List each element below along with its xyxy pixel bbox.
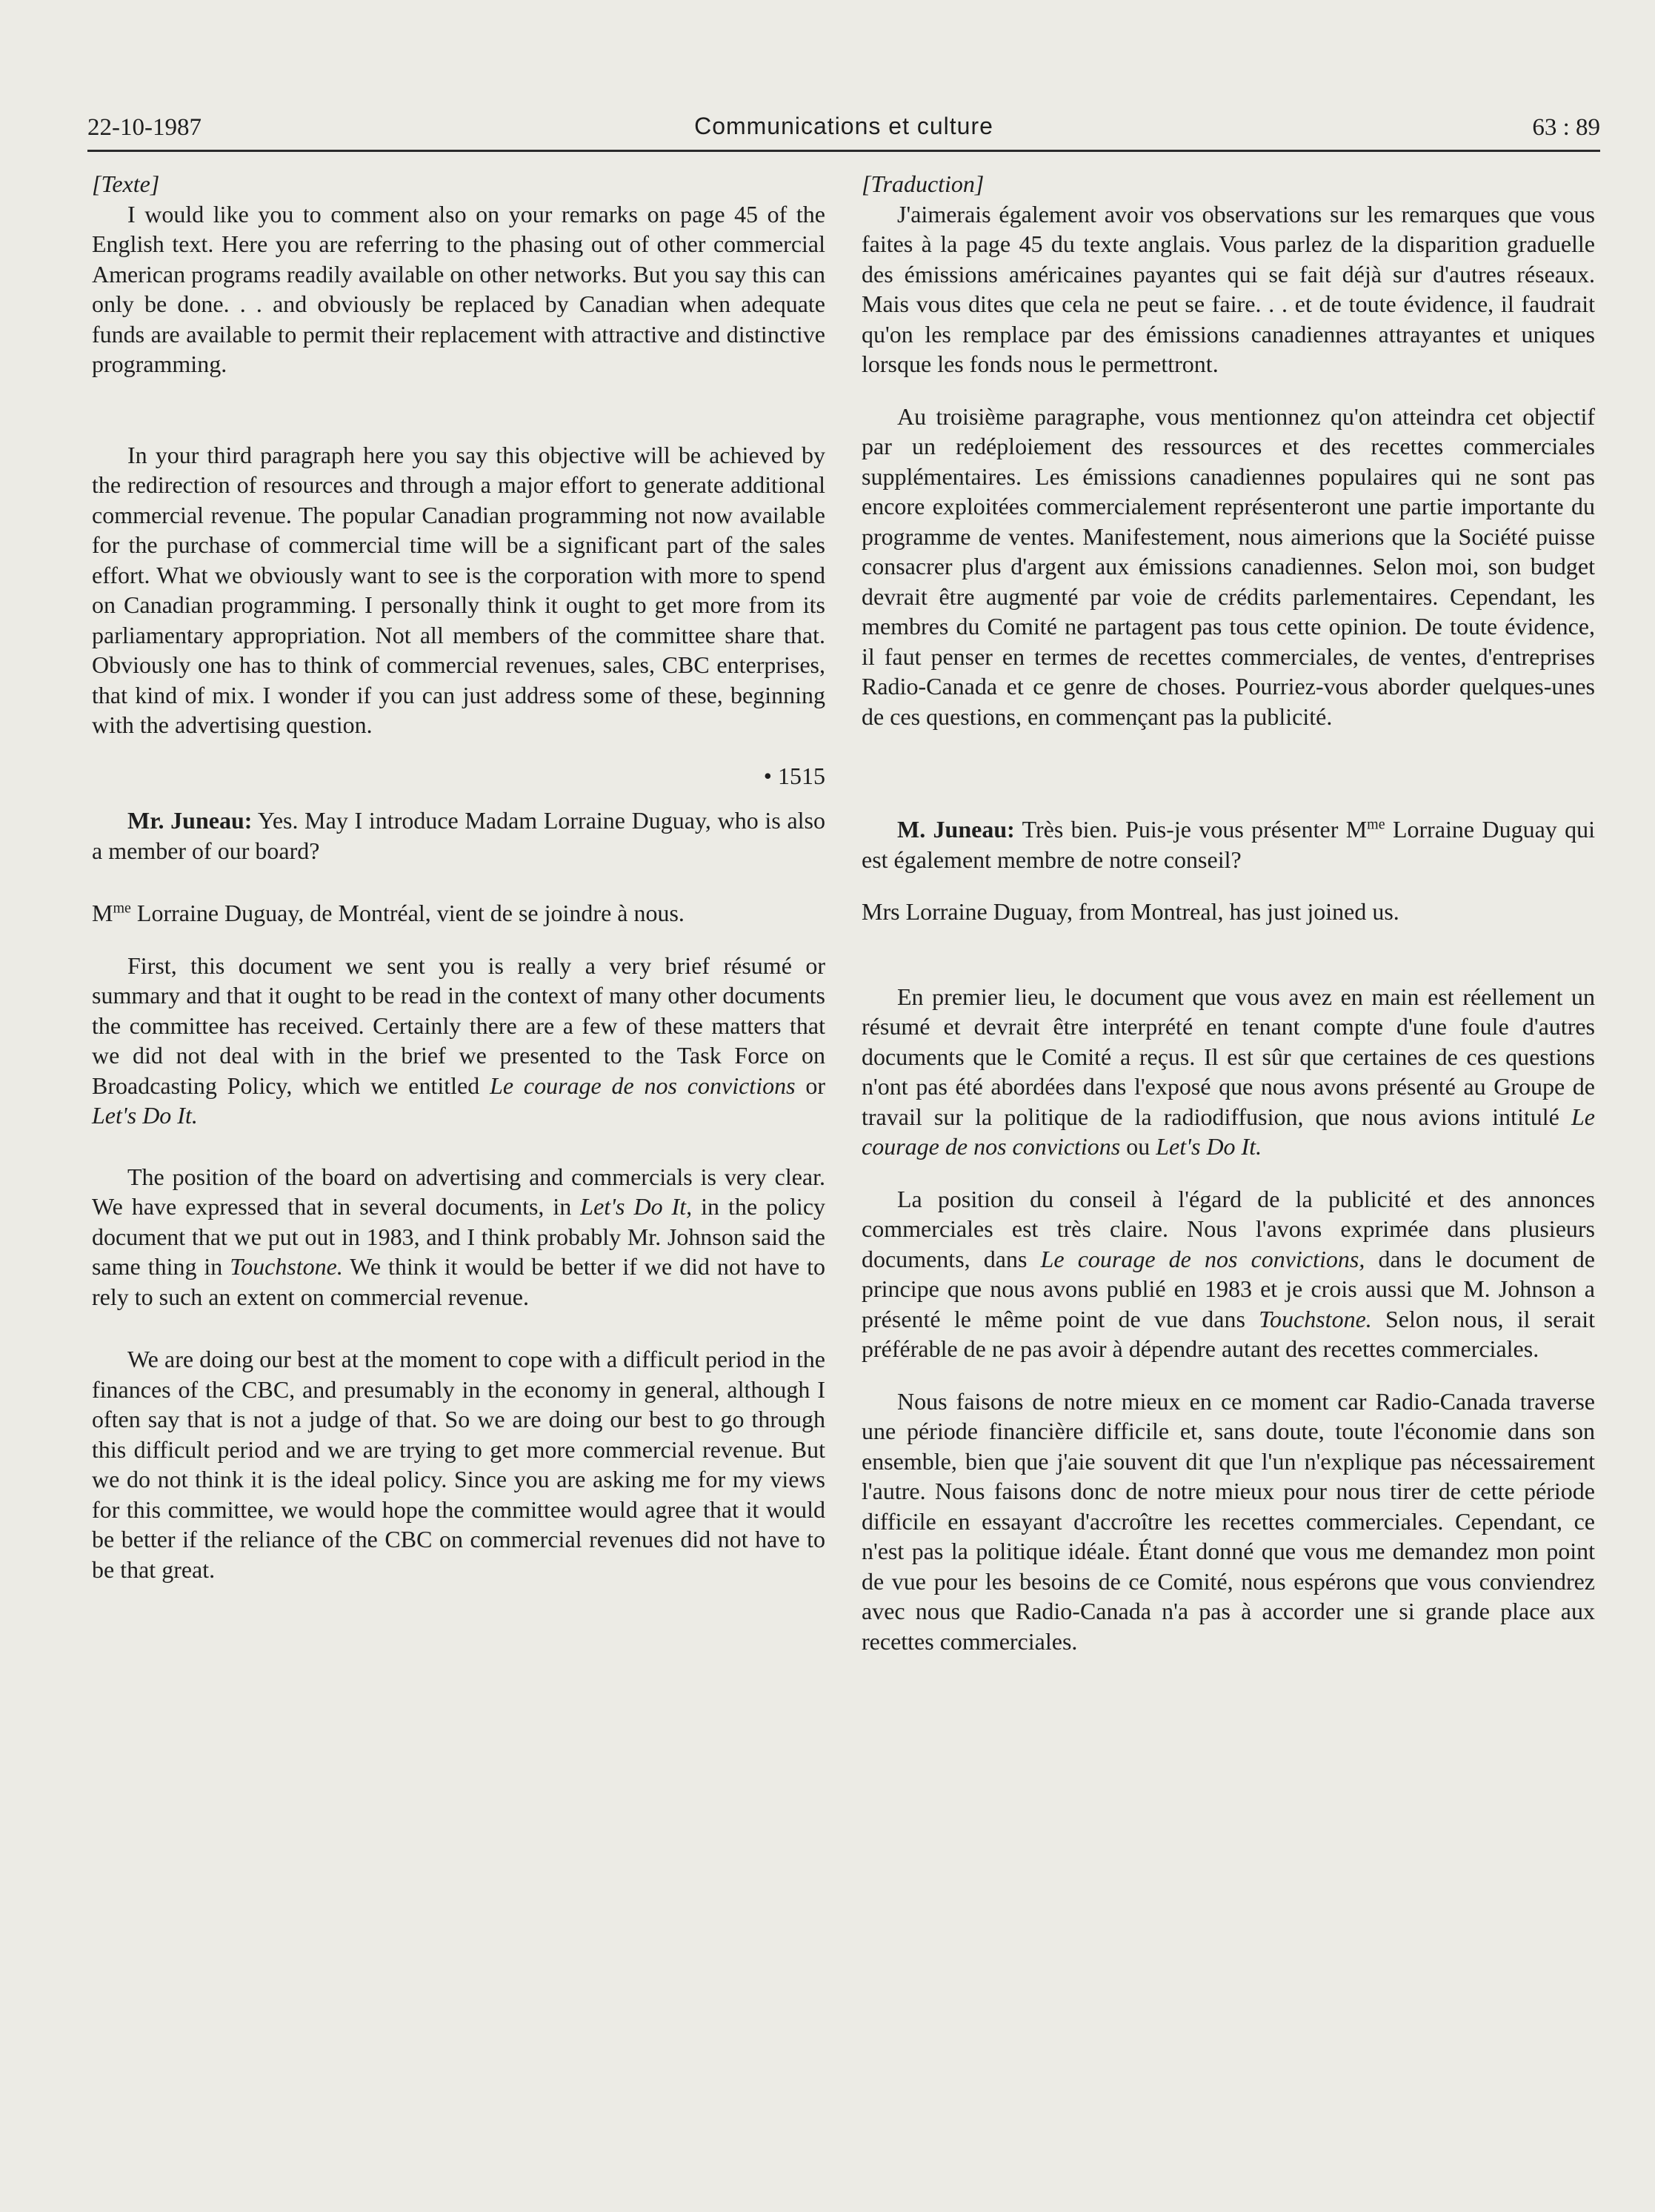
title-reference: Let's Do It, (580, 1193, 693, 1220)
left-column (92, 169, 825, 1615)
title-reference: Let's Do It. (92, 1102, 198, 1129)
section-tag: [Traduction] (862, 170, 985, 197)
speech-text: Yes. May I introduce Madam Lorraine Duguay, who is also a member of our board? (92, 807, 826, 864)
paragraph (92, 806, 825, 866)
header-page-number: 63 : 89 (1532, 114, 1600, 141)
time-marker: • 1515 (763, 762, 825, 789)
title-reference: Let's Do It. (1156, 1133, 1262, 1160)
paragraph: In your third paragraph here you say this objective will be achieved by the redirection of resources and through a major effort to generate additional commercial revenue. The popular Canadian programming not now available for the purchase of commercial time will be a significant part of the sales effort. What we obviously want to see is the corporation with more to spend on Canadian programming. I personally think it ought to get more from its parliamentary appropriation. Not all members of the committee share that. Obviously one has to think of commercial revenues, sales, CBC enterprises, that kind of mix. I wonder if you can just address some of these, beginning with the advertising question. (92, 441, 825, 738)
paragraph: First, this document we sent you is really a very brief résumé or summary and that it ought to be read in the context of many other documents the committee has received. Certainly there are a few of these matters that we did not deal with in the brief we presented to the Task Force on Broadcasting Policy, which we entitled Le courage de nos convictions or Let's Do It. (92, 951, 826, 1129)
header-title: Communications et culture (694, 113, 993, 139)
right-column (862, 169, 1595, 1687)
paragraph: M. Juneau: Très bien. Puis-je vous présenter $M^{me}$ Lorraine Duguay qui est également membre de notre conseil? (862, 816, 1595, 873)
paragraph: We are doing our best at the moment to cope with a difficult period in the finances of the CBC, and presumably in the economy in general, although I often say that is not a judge of that. So we are doing our best to go through this difficult period and we are trying to get more commercial revenue. But we do not think it is the ideal policy. Since you are asking me for my views for this committee, we would hope the committee would agree that it would be better if the reliance of the CBC on commercial revenues did not have to be that great. (92, 1346, 825, 1583)
speaker-name: Mr. Juneau: (127, 807, 253, 834)
paragraph: J'aimerais également avoir vos observations sur les remarques que vous faites à la page 45 du texte anglais. Vous parlez de la disparition graduelle des émissions américaines payantes qui se fait déjà sur d'autres réseaux. Mais vous dites que cela ne peut se faire. . . et de toute évidence, il faudrait qu'on les remplace par des émissions canadiennes attrayantes et uniques lorsque les fonds nous le permettront. (862, 200, 1595, 377)
paragraph: I would like you to comment also on your remarks on page 45 of the English text. Here you are referring to the phasing out of other commercial American programs readily available on other networks. But you say this can only be done. . . and obviously be replaced by Canadian when adequate funds are available to permit their replacement with attractive and distinctive programming. (92, 200, 825, 377)
section-tag: [Texte] (92, 170, 160, 197)
paragraph: En premier lieu, le document que vous avez en main est réellement un résumé et devrait être interprété en tenant compte d'une foule d'autres documents que le Comité a reçus. Il est sûr que certaines de ces questions n'ont pas été abordées dans l'exposé que nous avons présenté au Groupe de travail sur la politique de la radiodiffusion, que nous avions intitulé Le courage de nos convictions ou Let's Do It. (862, 983, 1595, 1160)
paragraph: Mrs Lorraine Duguay, from Montreal, has just joined us. (862, 898, 1399, 925)
title-reference: Le courage de nos convictions (862, 1103, 1595, 1160)
speaker-name: M. Juneau: (897, 816, 1015, 843)
header-date: 22-10-1987 (87, 114, 202, 141)
paragraph: The position of the board on advertising and commercials is very clear. We have expressed that in several documents, in Let's Do It, in the policy document that we put out in 1983, and I think probably Mr. Johnson said the same thing in Touchstone. We think it would be better if we did not have to rely to such an extent on commercial revenue. (92, 1163, 826, 1310)
title-reference: Le courage de nos convictions (490, 1072, 796, 1099)
paragraph: La position du conseil à l'égard de la publicité et des annonces commerciales est très claire. Nous l'avons exprimée dans plusieurs documents, dans Le courage de nos convictions, dans le document de principe que nous avons publié en 1983 et je crois aussi que M. Johnson a présenté le même point de vue dans Touchstone. Selon nous, il serait préférable de ne pas avoir à dépendre autant des recettes commerciales. (862, 1185, 1596, 1362)
title-reference: Touchstone. (1259, 1305, 1372, 1332)
title-reference: Le courage de nos convictions, (1040, 1245, 1365, 1272)
paragraph: Au troisième paragraphe, vous mentionnez qu'on atteindra cet objectif par un redéploiement des ressources et des recettes commerciales supplémentaires. Les émissions canadiennes populaires qui ne sont pas encore exploitées commercialement représenteront une partie importante du programme de ventes. Manifestement, nous aimerions que la Société puisse consacrer plus d'argent aux émissions canadiennes. Selon moi, son budget devrait être augmenté par voie de crédits parlementaires. Cependant, les membres du Comité ne partagent pas tous cette opinion. De toute évidence, il faut penser en termes de recettes commerciales, de ventes, d'entreprises Radio-Canada et ce genre de choses. Pourriez-vous aborder quelques-unes de ces questions, en commençant pas la publicité. (862, 402, 1595, 730)
paragraph: $M^{me}$ Lorraine Duguay, de Montréal, vient de se joindre à nous. (92, 900, 685, 926)
page-header (87, 111, 1600, 152)
title-reference: Touchstone. (230, 1253, 343, 1280)
paragraph: Nous faisons de notre mieux en ce moment car Radio-Canada traverse une période financière difficile et, sans doute, toute l'économie dans son ensemble, bien que j'aie souvent dit que l'un n'explique pas nécessairement l'autre. Nous faisons donc de notre mieux pour nous tirer de cette période difficile en essayant d'accroître les recettes commerciales. Cependant, ce n'est pas la politique idéale. Étant donné que vous me demandez mon point de vue pour les besoins de ce Comité, nous espérons que vous conviendrez avec nous que Radio-Canada n'a pas à accorder une si grande place aux recettes commerciales. (862, 1387, 1595, 1655)
